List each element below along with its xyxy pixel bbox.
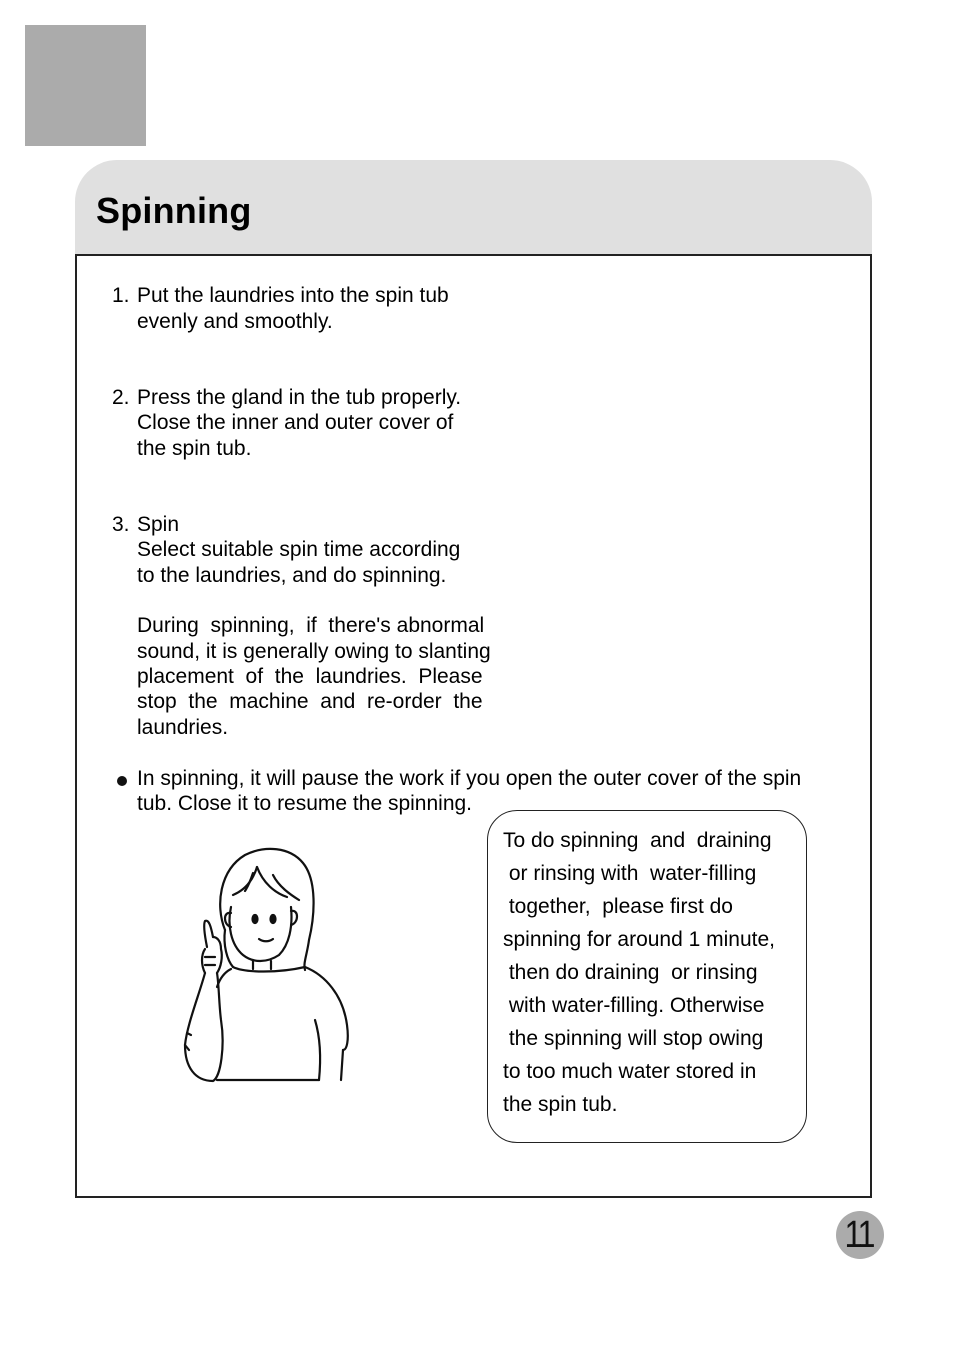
step-3-paragraph-line-2: sound, it is generally owing to slanting xyxy=(137,640,491,663)
callout-line-1: To do spinning and draining xyxy=(503,829,772,852)
bullet-note-line-1: In spinning, it will pause the work if you open the outer cover of the spin xyxy=(137,767,802,790)
corner-marker xyxy=(25,25,146,146)
callout-line-5: then do draining or rinsing xyxy=(503,961,758,984)
step-3-paragraph-line-4: stop the machine and re-order the xyxy=(137,690,483,713)
step-3-paragraph-line-5: laundries. xyxy=(137,716,229,739)
step-3-line-2: Select suitable spin time according xyxy=(137,538,461,561)
bullet-icon xyxy=(117,776,127,786)
page-number-badge xyxy=(836,1211,884,1259)
callout-line-6: with water-filling. Otherwise xyxy=(503,994,765,1017)
section-header xyxy=(75,160,872,256)
step-2-line-2: Close the inner and outer cover of xyxy=(137,411,454,434)
woman-pointing-illustration xyxy=(175,845,360,1085)
callout-line-2: or rinsing with water-filling xyxy=(503,862,757,885)
step-3-number: 3. xyxy=(112,513,130,536)
step-1-line-2: evenly and smoothly. xyxy=(137,310,333,333)
callout-line-9: the spin tub. xyxy=(503,1093,618,1116)
page-number: 11 xyxy=(844,1213,873,1256)
step-3-paragraph-line-3: placement of the laundries. Please xyxy=(137,665,483,688)
callout-line-7: the spinning will stop owing xyxy=(503,1027,764,1050)
callout-line-3: together, please first do xyxy=(503,895,733,918)
step-2-line-3: the spin tub. xyxy=(137,437,252,460)
callout-line-8: to too much water stored in xyxy=(503,1060,757,1083)
callout-line-4: spinning for around 1 minute, xyxy=(503,928,776,951)
step-3-line-3: to the laundries, and do spinning. xyxy=(137,564,447,587)
section-title: Spinning xyxy=(96,190,252,231)
step-2-number: 2. xyxy=(112,386,130,409)
step-2-line-1: Press the gland in the tub properly. xyxy=(137,386,462,409)
bullet-note-line-2: tub. Close it to resume the spinning. xyxy=(137,792,473,815)
step-1-number: 1. xyxy=(112,284,130,307)
step-3-heading: Spin xyxy=(137,513,180,536)
step-1-line-1: Put the laundries into the spin tub xyxy=(137,284,449,307)
step-3-paragraph-line-1: During spinning, if there's abnormal xyxy=(137,614,485,637)
